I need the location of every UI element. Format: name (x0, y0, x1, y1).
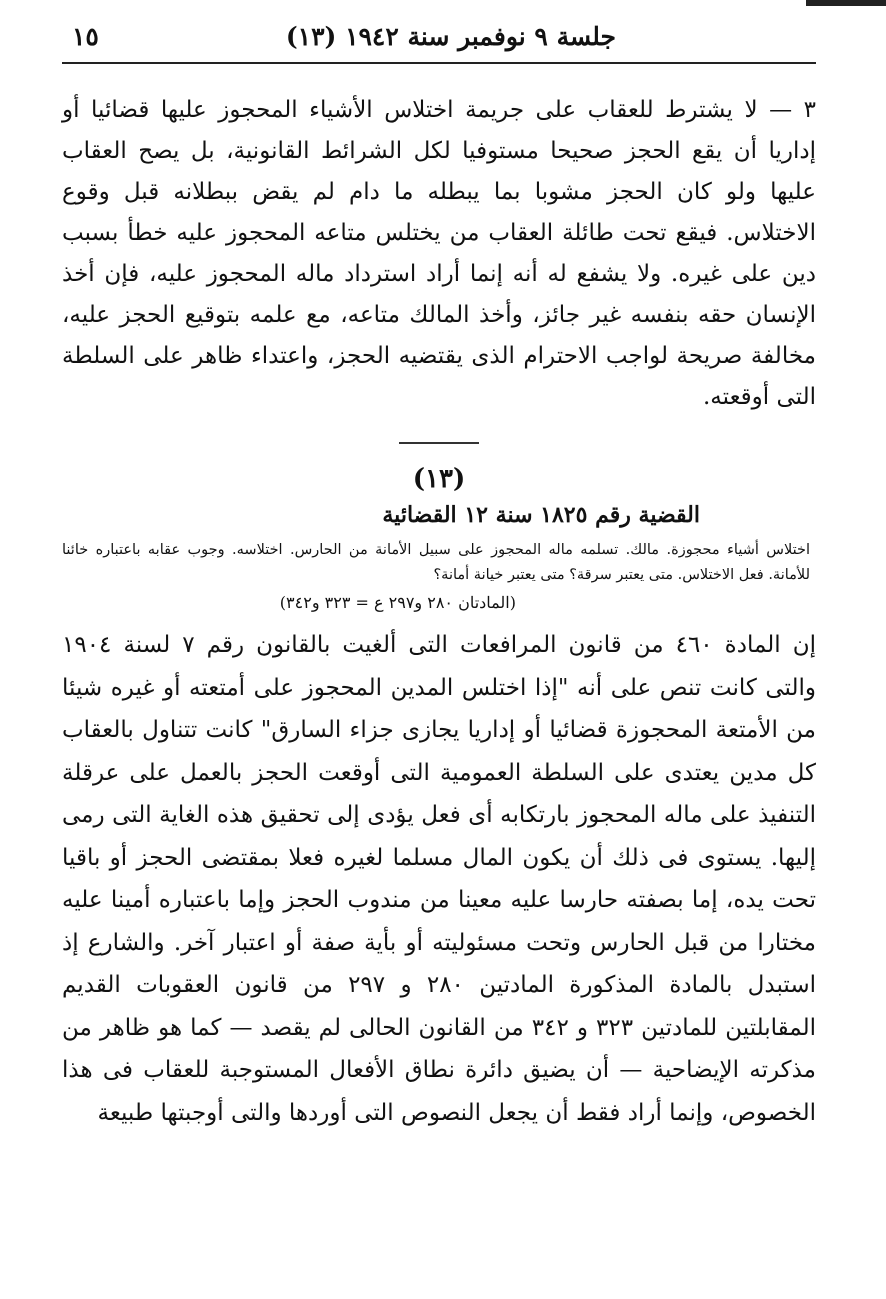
case-articles: (المادتان ٢٨٠ و٢٩٧ ع = ٣٢٣ و٣٤٢) (279, 593, 516, 612)
judgment-paragraph: إن المادة ٤٦٠ من قانون المرافعات التى ألغيت بالقانون رقم ٧ لسنة ١٩٠٤ والتى كانت تنص على أنه "إذا اختلس المدين المحجوز على أمتعته أو غيره شيئا من الأمتعة المحجوزة قضائيا أو إداريا يجازى جزاء السارق" كانت تتناول بالعقاب كل مدين يعتدى على السلطة العمومية التى أوقعت الحجز بالعمل على عرقلة التنفيذ على ماله المحجوز بارتكابه أى فعل يؤدى إلى تحقيق هذه الغاية التى رمى إليها. يستوى فى ذلك أن يكون المال مسلما لغيره فعلا بمقتضى الحجز أو باقيا تحت يده، إما بصفته حارسا عليه معينا من مندوب الحجز وإما باعتباره أمينا عليه مختارا من قبل الحارس وتحت مسئوليته أو بأية صفة أو اعتبار آخر. والشارع إذ استبدل بالمادة المذكورة المادتين ٢٨٠ و ٢٩٧ من قانون العقوبات القديم المقابلتين للمادتين ٣٢٣ و ٣٤٢ من القانون الحالى لم يقصد — كما هو ظاهر من مذكرته الإيضاحية — أن يضيق دائرة نطاق الأفعال المستوجبة للعقاب فى هذا الخصوص، وإنما أراد فقط أن يجعل النصوص التى أوردها والتى أوجبتها طبيعة (62, 632, 817, 1126)
case-summary: اختلاس أشياء محجوزة. مالك. تسلمه ماله المحجوز على سبيل الأمانة من الحارس. اختلاسه. وجوب عقابه باعتباره خائنا للأمانة. فعل الاختلاس. متى يعتبر سرقة؟ متى يعتبر خيانة أمانة؟ (62, 542, 810, 583)
document-page (62, 18, 816, 1134)
page-edge-shadow (806, 0, 886, 6)
case-number: (١٣) (412, 464, 466, 494)
principle-paragraph: ٣ — لا يشترط للعقاب على جريمة اختلاس الأشياء المحجوز عليها قضائيا أو إداريا أن يقع الحجز صحيحا مستوفيا لكل الشرائط القانونية، بل يصح العقاب عليها ولو كان الحجز مشوبا بما يبطله ما دام لم يقض ببطلانه قبل وقوع الاختلاس. فيقع تحت طائلة العقاب من يختلس متاعه المحجوز عليه خطأ بسبب دين على غيره. ولا يشفع له أنه إنما أراد استرداد ماله المحجوز عليه، فإن أخذ الإنسان حقه بنفسه غير جائز، وأخذ المالك متاعه، مع علمه بتوقيع الحجز عليه، مخالفة صريحة لواجب الاحترام الذى يقتضيه الحجز، واعتداء ظاهر على السلطة التى أوقعته. (62, 97, 816, 410)
page-number: ١٥ (72, 22, 99, 51)
case-title: القضية رقم ١٨٢٥ سنة ١٢ القضائية (382, 502, 700, 528)
judgment-body (62, 624, 816, 1134)
section-divider (399, 442, 479, 444)
header-rule (62, 62, 816, 64)
header-title: جلسة ٩ نوفمبر سنة ١٩٤٢ (١٣) (285, 22, 616, 51)
page-header (62, 18, 816, 58)
